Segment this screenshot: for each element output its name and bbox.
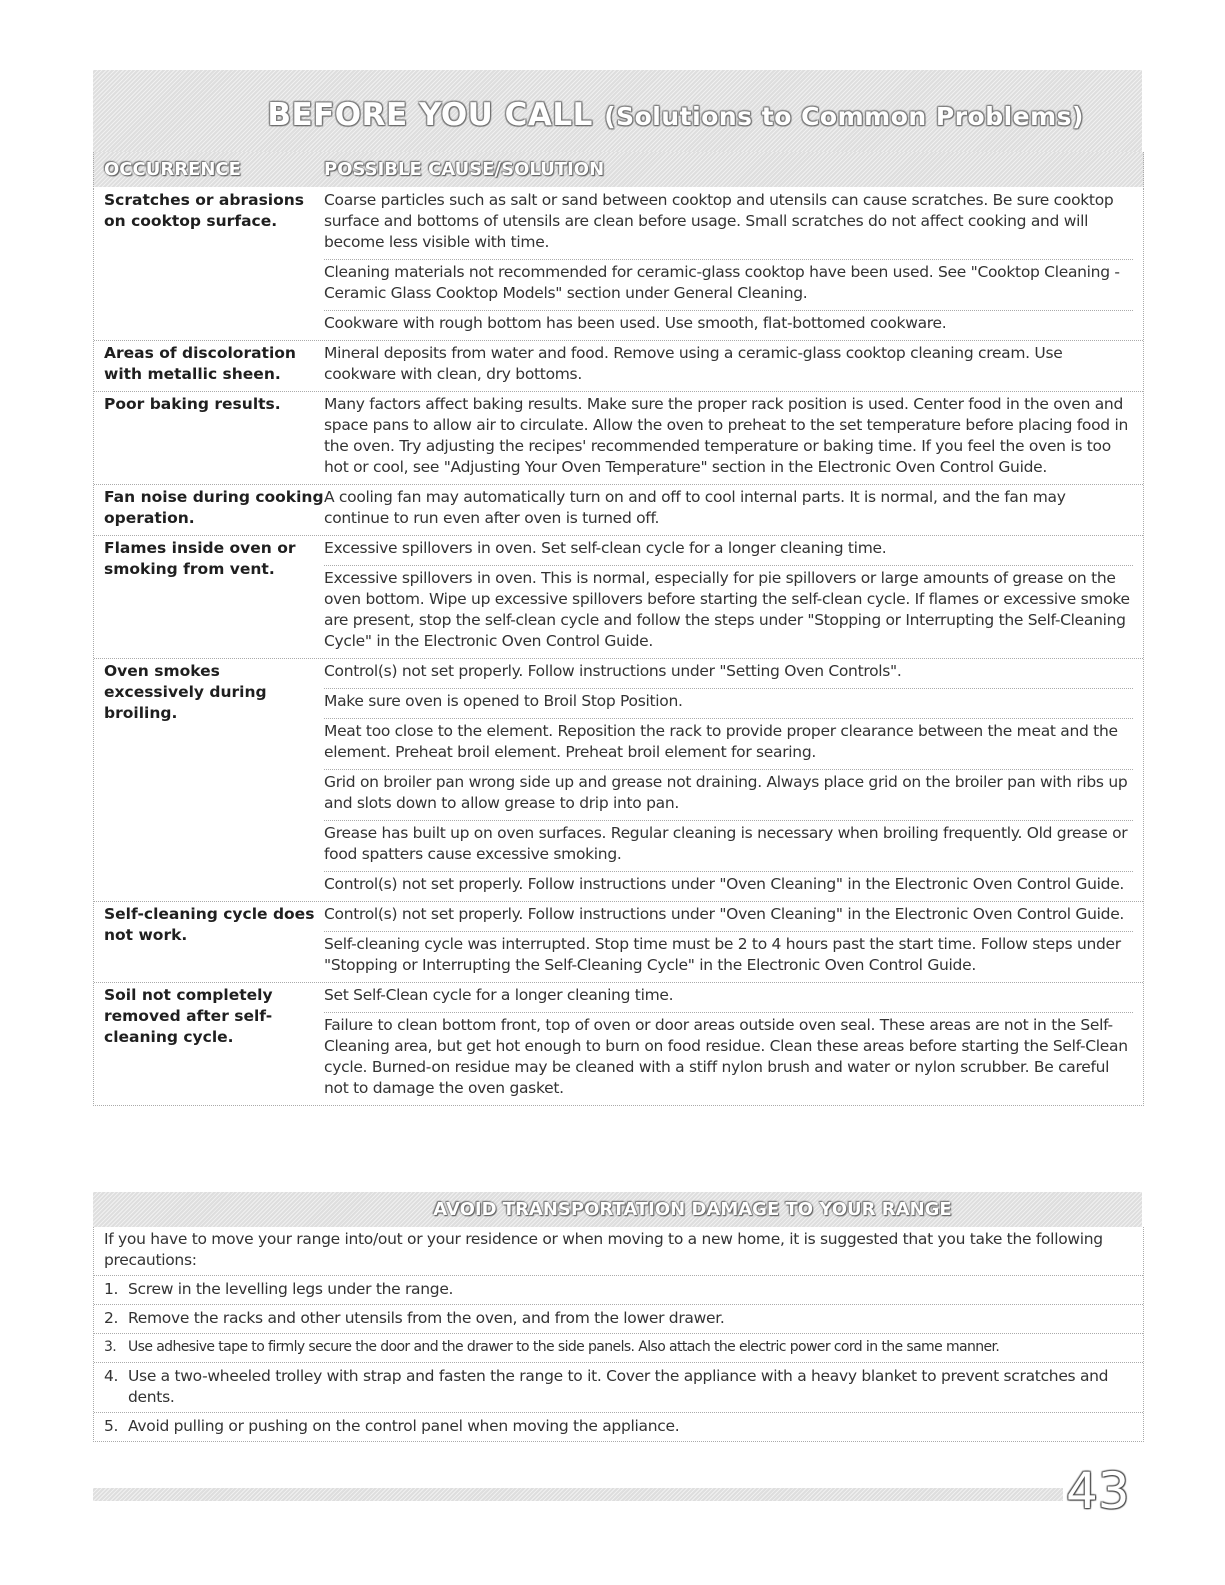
occurrence-label: Self-cleaning cycle does not work. [104,905,315,944]
step-number: 5. [104,1417,119,1435]
list-item [94,1412,1143,1441]
transport-section [93,1227,1144,1442]
page-number: 43 [1066,1462,1130,1520]
step-number: 2. [104,1309,119,1327]
page-subtitle: (Solutions to Common Problems) [604,102,1084,131]
cause-text: Mineral deposits from water and food. Remove using a ceramic-glass cooktop cleaning cream. Use cookware with clean, dry bottoms. [324,344,1063,383]
cause-text: Excessive spillovers in oven. Set self-clean cycle for a longer cleaning time. [324,539,887,557]
cause-text: Excessive spillovers in oven. This is normal, especially for pie spillovers or large amounts of grease on the oven bottom. Wipe up excessive spillovers before starting the self-clean cycle. If flames or excessive smoke are present, stop the self-clean cycle and follow the steps under "Stopping or Interrupting the Self-Cleaning Cycle" in the Electronic Oven Control Guide. [324,565,1133,658]
table-row [94,340,1143,391]
step-text: Use a two-wheeled trolley with strap and fasten the range to it. Cover the appliance with a heavy blanket to prevent scratches and dents. [128,1367,1109,1406]
step-number: 1. [104,1280,119,1298]
occurrence-label: Soil not completely removed after self-cleaning cycle. [104,986,273,1046]
cause-text: Coarse particles such as salt or sand between cooktop and utensils can cause scratches. Be sure cooktop surface and bottoms of utensils are clean before usage. Small scratches do not affect cooking and will become less visible with time. [324,191,1114,251]
column-header-cause: POSSIBLE CAUSE/SOLUTION [324,159,605,180]
cause-text: Failure to clean bottom front, top of oven or door areas outside oven seal. These areas are not in the Self-Cleaning area, but get hot enough to burn on food residue. Clean these areas before starting the Self-Clean cycle. Burned-on residue may be cleaned with a stiff nylon brush and water or nylon scrubber. Be careful not to damage the oven gasket. [324,1012,1133,1105]
transport-intro: If you have to move your range into/out or your residence or when moving to a new home, it is suggested that you take the following precautions: [104,1230,1103,1269]
page-banner [93,70,1142,160]
cause-text: Cleaning materials not recommended for ceramic-glass cooktop have been used. See "Cooktop Cleaning - Ceramic Glass Cooktop Models" section under General Cleaning. [324,259,1133,310]
cause-text: Grease has built up on oven surfaces. Regular cleaning is necessary when broiling frequently. Old grease or food spatters cause excessive smoking. [324,820,1133,871]
occurrence-label: Oven smokes excessively during broiling. [104,662,267,722]
occurrence-label: Flames inside oven or smoking from vent. [104,539,296,578]
cause-text: Self-cleaning cycle was interrupted. Stop time must be 2 to 4 hours past the start time. Follow steps under "Stopping or Interrupting the Self-Cleaning Cycle" in the Electronic Oven Control Guide. [324,931,1133,982]
table-row [94,982,1143,1105]
cause-text: Grid on broiler pan wrong side up and grease not draining. Always place grid on the broiler pan with ribs up and slots down to allow grease to drip into pan. [324,769,1133,820]
table-row [94,901,1143,982]
cause-list [324,902,1143,982]
cause-list [324,341,1143,391]
footer-bar [93,1488,1063,1501]
transport-banner [93,1192,1142,1227]
occurrence-label: Areas of discoloration with metallic sheen. [104,344,296,383]
cause-text: Control(s) not set properly. Follow instructions under "Oven Cleaning" in the Electronic Oven Control Guide. [324,871,1133,901]
cause-list [324,536,1143,658]
occurrence-label: Scratches or abrasions on cooktop surface. [104,191,305,230]
troubleshooting-table [93,188,1144,1106]
cause-list [324,485,1143,535]
table-row [94,391,1143,484]
cause-text: Set Self-Clean cycle for a longer cleaning time. [324,986,674,1004]
step-text: Remove the racks and other utensils from the oven, and from the lower drawer. [128,1309,725,1327]
table-row [94,188,1143,340]
cause-text: Cookware with rough bottom has been used. Use smooth, flat-bottomed cookware. [324,310,1133,340]
table-row [94,658,1143,901]
table-header [93,152,1144,187]
cause-text: A cooling fan may automatically turn on and off to cool internal parts. It is normal, and the fan may continue to run even after oven is turned off. [324,488,1066,527]
list-item [94,1333,1143,1362]
column-header-occurrence: OCCURRENCE [104,159,241,180]
cause-text: Many factors affect baking results. Make sure the proper rack position is used. Center food in the oven and space pans to allow air to circulate. Allow the oven to preheat to the set temperature before placing food in the oven. Try adjusting the recipes' recommended temperature or baking time. If you feel the oven is too hot or cool, see "Adjusting Your Oven Temperature" section in the Electronic Oven Control Guide. [324,395,1128,476]
step-text: Avoid pulling or pushing on the control panel when moving the appliance. [128,1417,680,1435]
table-row [94,484,1143,535]
step-number: 3. [104,1339,117,1355]
occurrence-label: Poor baking results. [104,395,281,413]
step-text: Use adhesive tape to firmly secure the door and the drawer to the side panels. Also attach the electric power cord in the same manner. [128,1339,1000,1355]
step-number: 4. [104,1367,119,1385]
list-item [94,1275,1143,1304]
page-title-main: BEFORE YOU CALL [267,97,593,133]
page-title [267,97,1084,133]
cause-text: Make sure oven is opened to Broil Stop Position. [324,688,1133,718]
cause-text: Control(s) not set properly. Follow instructions under "Oven Cleaning" in the Electronic Oven Control Guide. [324,905,1125,923]
list-item [94,1304,1143,1333]
cause-list [324,188,1143,340]
occurrence-label: Fan noise during cooking operation. [104,488,324,527]
cause-list [324,659,1143,901]
table-row [94,535,1143,658]
cause-text: Meat too close to the element. Reposition the rack to provide proper clearance between the meat and the element. Preheat broil element. Preheat broil element for searing. [324,718,1133,769]
cause-list [324,983,1143,1105]
cause-list [324,392,1143,484]
list-item [94,1362,1143,1412]
cause-text: Control(s) not set properly. Follow instructions under "Setting Oven Controls". [324,662,902,680]
transport-title: AVOID TRANSPORTATION DAMAGE TO YOUR RANGE [433,1199,952,1220]
step-text: Screw in the levelling legs under the range. [128,1280,454,1298]
